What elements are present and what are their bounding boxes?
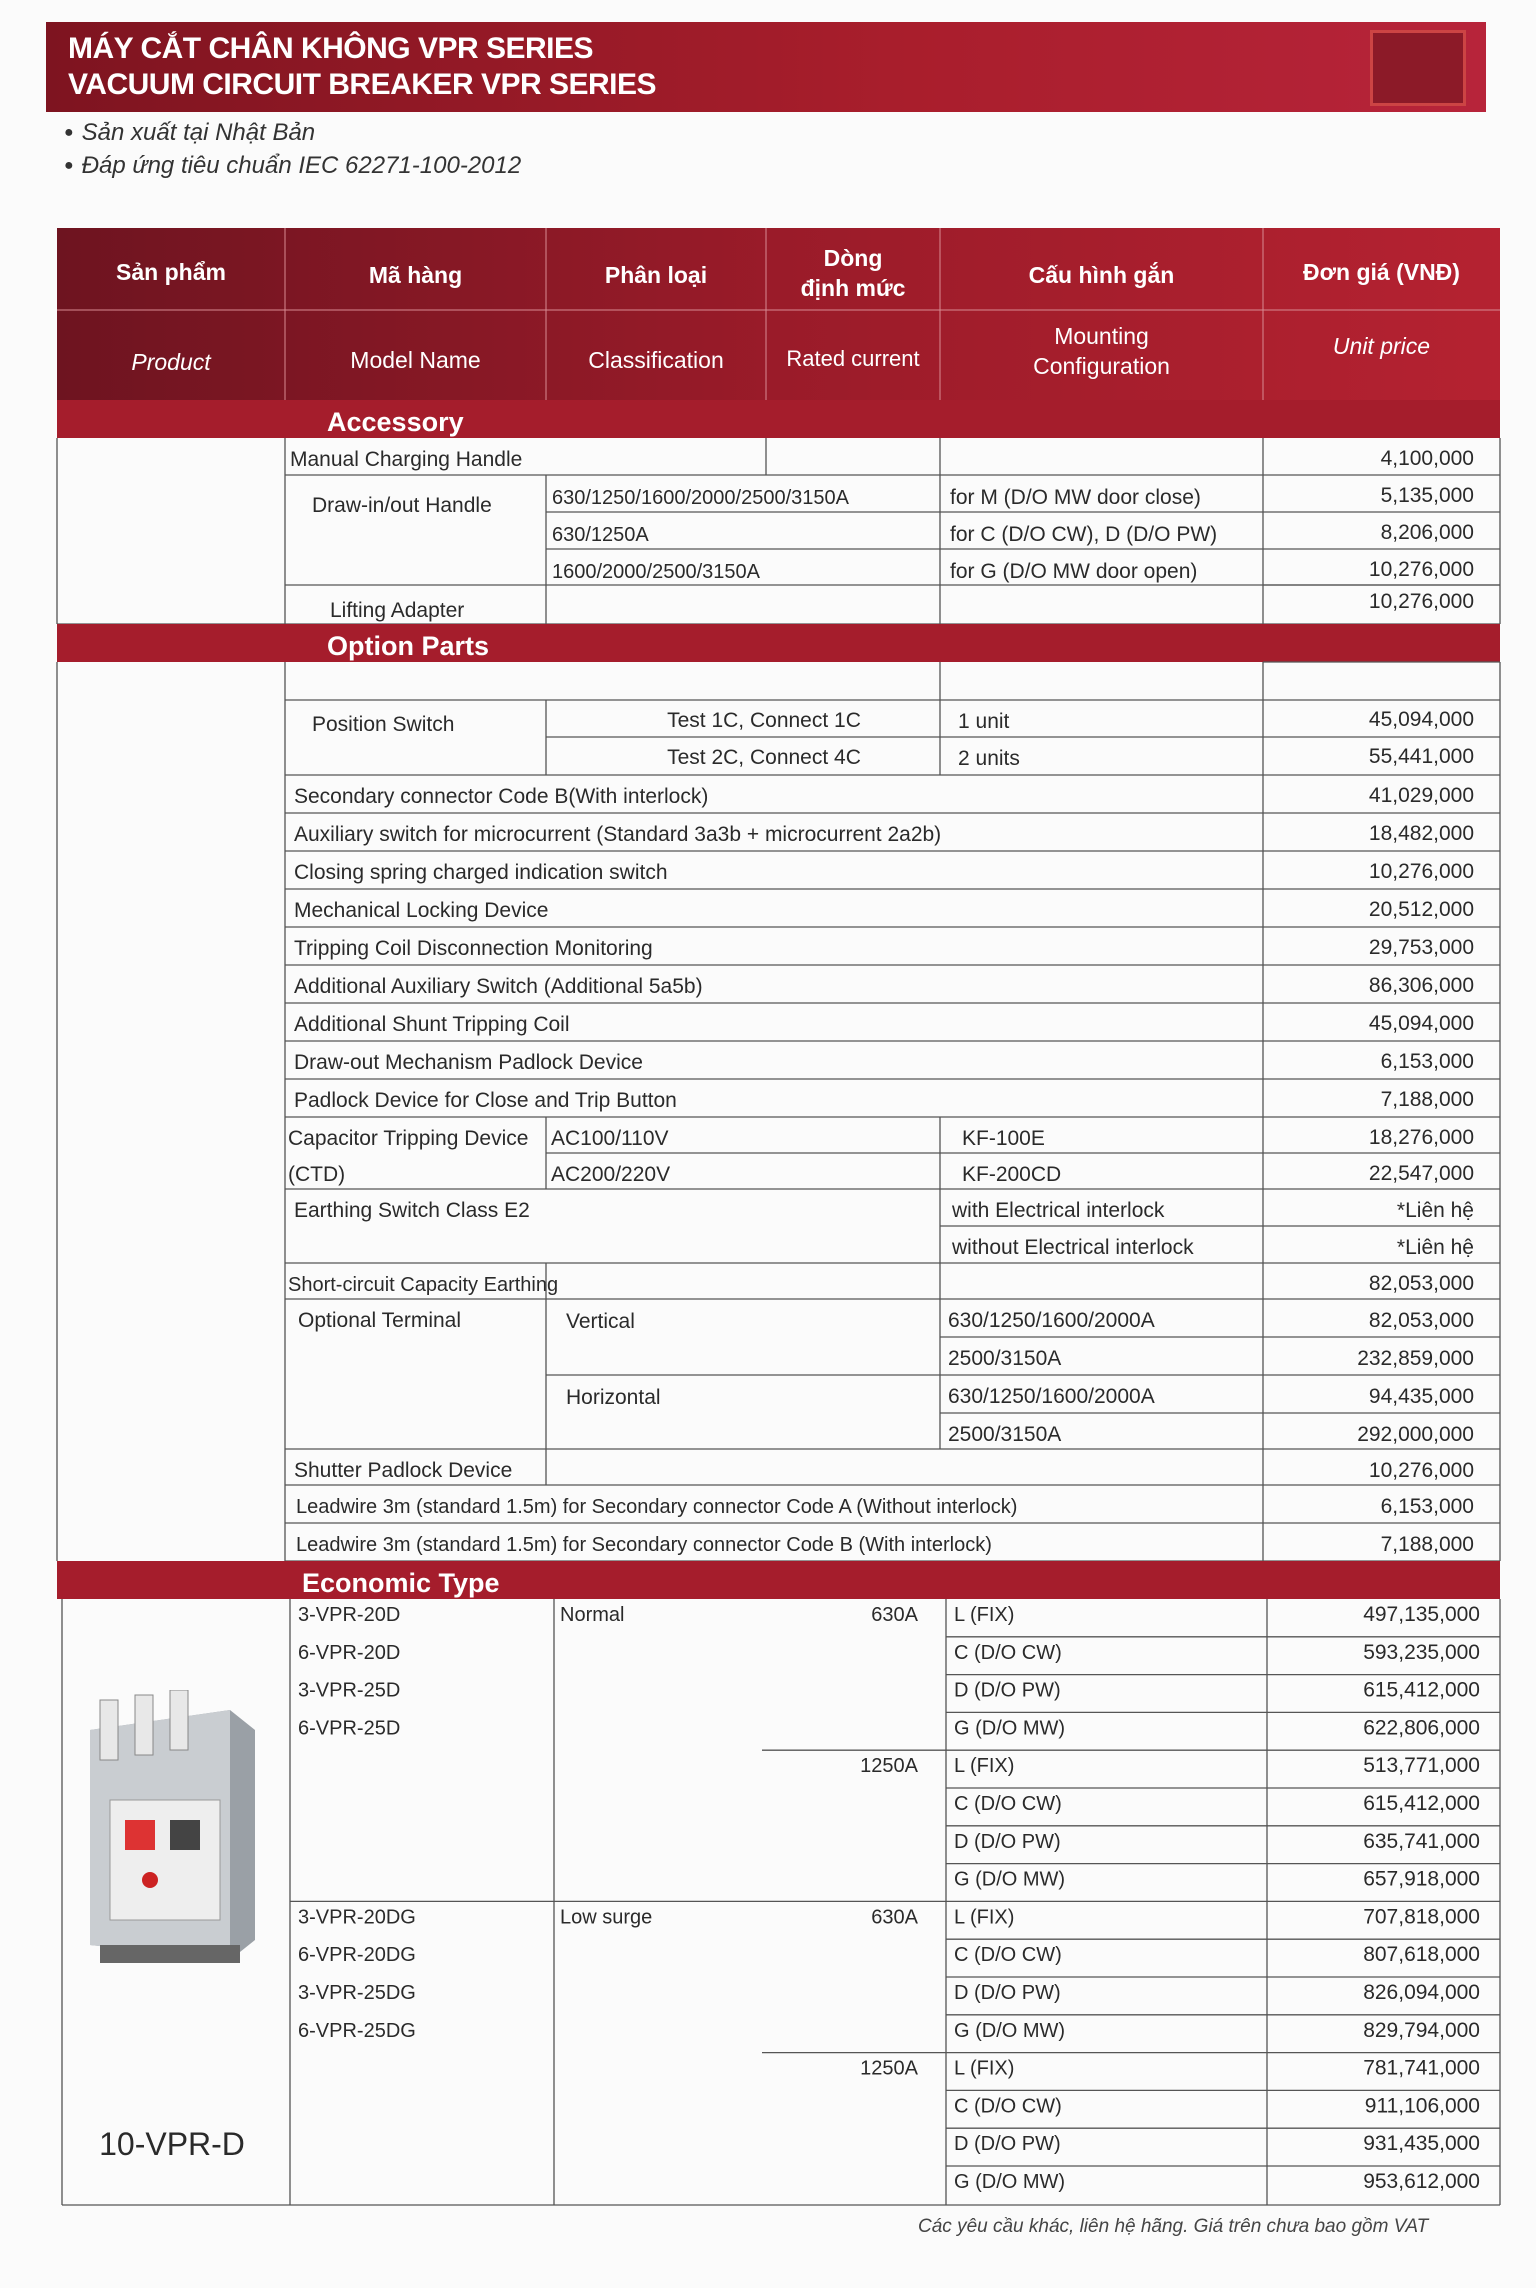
price-value: 707,818,000 bbox=[1363, 1905, 1480, 1929]
price-value: 513,771,000 bbox=[1363, 1754, 1480, 1778]
col-class-en: Classification bbox=[588, 347, 724, 373]
option-item: Mechanical Locking Device bbox=[294, 899, 549, 922]
price-value: 10,276,000 bbox=[1368, 558, 1474, 581]
price-value: 82,053,000 bbox=[1368, 1309, 1474, 1332]
accessory-drawin: Draw-in/out Handle bbox=[312, 494, 492, 517]
terminal-current: 630/1250/1600/2000A bbox=[948, 1385, 1155, 1408]
terminal-horizontal: Horizontal bbox=[566, 1386, 661, 1409]
model-name: 3-VPR-25DG bbox=[298, 1982, 416, 2004]
mount-config: C (D/O CW) bbox=[954, 2095, 1062, 2118]
price-value: 4,100,000 bbox=[1380, 447, 1474, 470]
model-name: 6-VPR-25D bbox=[298, 1717, 401, 1740]
col-mount-en-1: Mounting bbox=[1054, 323, 1149, 349]
model-name: 3-VPR-25D bbox=[298, 1679, 401, 1702]
terminal-vertical: Vertical bbox=[566, 1310, 635, 1333]
section-option-label: Option Parts bbox=[327, 631, 490, 661]
title-vi: MÁY CẮT CHÂN KHÔNG VPR SERIES bbox=[68, 32, 594, 65]
col-model-en: Model Name bbox=[350, 347, 481, 373]
rated-current: 1250A bbox=[860, 1755, 918, 1778]
col-class-vi: Phân loại bbox=[604, 262, 708, 288]
classification: Low surge bbox=[560, 1906, 653, 1929]
price-value: 953,612,000 bbox=[1363, 2170, 1480, 2193]
ctd-model: KF-200CD bbox=[962, 1163, 1062, 1186]
classification: Normal bbox=[560, 1604, 625, 1626]
drawin-mount: for M (D/O MW door close) bbox=[950, 486, 1201, 509]
product-name: 10-VPR-D bbox=[99, 2126, 245, 2162]
price-value: 18,482,000 bbox=[1368, 822, 1474, 845]
bullet-standard: ● Đáp ứng tiêu chuẩn IEC 62271-100-2012 bbox=[64, 151, 521, 184]
footer-note: Các yêu cầu khác, liên hệ hãng. Giá trên chưa bao gồm VAT bbox=[918, 2216, 1429, 2237]
mount-config: L (FIX) bbox=[954, 2057, 1015, 2080]
price-value: 292,000,000 bbox=[1357, 1423, 1474, 1446]
option-earthing: Earthing Switch Class E2 bbox=[294, 1199, 530, 1222]
mount-config: D (D/O PW) bbox=[954, 1982, 1061, 2004]
option-item: Additional Shunt Tripping Coil bbox=[294, 1013, 570, 1036]
option-position-switch: Position Switch bbox=[312, 713, 455, 736]
price-value: 807,618,000 bbox=[1363, 1943, 1480, 1967]
mount-config: G (D/O MW) bbox=[954, 2171, 1066, 2193]
price-value: 7,188,000 bbox=[1380, 1533, 1474, 1556]
price-value: 29,753,000 bbox=[1368, 936, 1474, 959]
price-value: 622,806,000 bbox=[1363, 1716, 1480, 1740]
model-name: 3-VPR-20D bbox=[298, 1604, 401, 1626]
option-item: Secondary connector Code B(With interlock) bbox=[294, 785, 709, 808]
mount-config: C (D/O CW) bbox=[954, 1641, 1062, 1664]
mount-config: D (D/O PW) bbox=[954, 1830, 1061, 1853]
terminal-current: 630/1250/1600/2000A bbox=[948, 1309, 1155, 1332]
drawin-mount: for G (D/O MW door open) bbox=[950, 560, 1198, 583]
price-value: 931,435,000 bbox=[1363, 2132, 1480, 2156]
drawin-class: 630/1250A bbox=[552, 524, 649, 546]
mount-config: C (D/O CW) bbox=[954, 1793, 1062, 1815]
price-value: 5,135,000 bbox=[1380, 484, 1474, 507]
option-terminal: Optional Terminal bbox=[298, 1309, 462, 1332]
bullet-origin: ● Sản xuất tại Nhật Bản bbox=[64, 118, 521, 151]
price-value: 82,053,000 bbox=[1368, 1272, 1474, 1295]
col-mount-vi: Cấu hình gắn bbox=[1028, 262, 1175, 288]
ctd-voltage: AC100/110V bbox=[551, 1127, 669, 1150]
accessory-lifting: Lifting Adapter bbox=[330, 599, 465, 622]
mount-config: L (FIX) bbox=[954, 1906, 1015, 1929]
price-value: 635,741,000 bbox=[1363, 1829, 1480, 1853]
price-value: 45,094,000 bbox=[1368, 708, 1474, 731]
price-value: 22,547,000 bbox=[1368, 1162, 1474, 1185]
price-value: 497,135,000 bbox=[1363, 1603, 1480, 1626]
price-value: 829,794,000 bbox=[1363, 2018, 1480, 2042]
section-option-bar bbox=[57, 624, 1500, 662]
mount-config: L (FIX) bbox=[954, 1755, 1015, 1778]
model-name: 6-VPR-25DG bbox=[298, 2019, 416, 2042]
model-name: 6-VPR-20DG bbox=[298, 1944, 416, 1967]
rated-current: 1250A bbox=[860, 2057, 918, 2080]
option-shutter: Shutter Padlock Device bbox=[294, 1459, 513, 1482]
price-value: 657,918,000 bbox=[1363, 1867, 1480, 1891]
terminal-current: 2500/3150A bbox=[948, 1423, 1062, 1446]
mount-config: D (D/O PW) bbox=[954, 2133, 1061, 2156]
circuit-breaker-illustration bbox=[80, 1690, 270, 1980]
col-model-vi: Mã hàng bbox=[368, 262, 463, 288]
price-value: 18,276,000 bbox=[1368, 1126, 1474, 1149]
section-accessory-label: Accessory bbox=[327, 407, 464, 437]
model-name: 6-VPR-20D bbox=[298, 1641, 401, 1664]
ctd-model: KF-100E bbox=[962, 1127, 1045, 1150]
price-value: 826,094,000 bbox=[1363, 1981, 1480, 2004]
position-switch-mount: 2 units bbox=[958, 747, 1020, 770]
option-short-circuit: Short-circuit Capacity Earthing bbox=[288, 1274, 559, 1296]
option-item: Tripping Coil Disconnection Monitoring bbox=[294, 937, 653, 960]
section-economic-label: Economic Type bbox=[302, 1568, 500, 1598]
col-rated-vi-2: định mức bbox=[800, 275, 906, 301]
price-value: 55,441,000 bbox=[1368, 745, 1474, 768]
option-ctd: Capacitor Tripping Device bbox=[288, 1127, 529, 1150]
position-switch-mount: 1 unit bbox=[958, 710, 1010, 733]
section-accessory-bar bbox=[57, 400, 1500, 438]
col-mount-en-2: Configuration bbox=[1033, 353, 1170, 379]
rated-current: 630A bbox=[871, 1604, 918, 1626]
mount-config: L (FIX) bbox=[954, 1604, 1015, 1626]
price-contact: *Liên hệ bbox=[1396, 1236, 1474, 1259]
option-item: Auxiliary switch for microcurrent (Standard 3a3b + microcurrent 2a2b) bbox=[294, 823, 942, 846]
price-value: 10,276,000 bbox=[1368, 590, 1474, 613]
drawin-mount: for C (D/O CW), D (D/O PW) bbox=[950, 523, 1218, 546]
price-value: 94,435,000 bbox=[1368, 1385, 1474, 1408]
price-value: 615,412,000 bbox=[1363, 1678, 1480, 1702]
col-product-vi: Sản phẩm bbox=[116, 259, 226, 285]
price-value: 10,276,000 bbox=[1368, 1459, 1474, 1482]
price-value: 45,094,000 bbox=[1368, 1012, 1474, 1035]
title-en: VACUUM CIRCUIT BREAKER VPR SERIES bbox=[68, 68, 656, 101]
earthing-mount: with Electrical interlock bbox=[952, 1199, 1165, 1222]
mount-config: G (D/O MW) bbox=[954, 1717, 1066, 1740]
terminal-current: 2500/3150A bbox=[948, 1347, 1062, 1370]
price-value: 7,188,000 bbox=[1380, 1088, 1474, 1111]
header-row-en bbox=[57, 310, 1500, 400]
option-leadwire: Leadwire 3m (standard 1.5m) for Secondary connector Code A (Without interlock) bbox=[296, 1496, 1018, 1518]
position-switch-class: Test 2C, Connect 4C bbox=[667, 746, 861, 769]
price-value: 6,153,000 bbox=[1380, 1050, 1474, 1073]
price-value: 232,859,000 bbox=[1357, 1347, 1474, 1370]
drawin-class: 1600/2000/2500/3150A bbox=[552, 561, 760, 583]
option-item: Closing spring charged indication switch bbox=[294, 861, 668, 884]
col-product-en: Product bbox=[131, 349, 211, 375]
accessory-manual-charging: Manual Charging Handle bbox=[290, 448, 523, 471]
price-value: 781,741,000 bbox=[1363, 2056, 1480, 2080]
price-value: 911,106,000 bbox=[1364, 2094, 1480, 2118]
drawin-class: 630/1250/1600/2000/2500/3150A bbox=[552, 487, 849, 509]
earthing-mount: without Electrical interlock bbox=[952, 1236, 1194, 1259]
header-row-vi bbox=[57, 228, 1500, 310]
position-switch-class: Test 1C, Connect 1C bbox=[667, 709, 861, 732]
col-price-en: Unit price bbox=[1332, 333, 1431, 359]
mount-config: C (D/O CW) bbox=[954, 1944, 1062, 1967]
price-contact: *Liên hệ bbox=[1396, 1199, 1474, 1222]
ctd-voltage: AC200/220V bbox=[551, 1163, 671, 1186]
price-value: 41,029,000 bbox=[1368, 784, 1474, 807]
rated-current: 630A bbox=[871, 1906, 918, 1929]
mount-config: G (D/O MW) bbox=[954, 2019, 1066, 2042]
price-value: 593,235,000 bbox=[1363, 1640, 1480, 1664]
col-price-vi: Đơn giá (VNĐ) bbox=[1303, 259, 1460, 285]
col-rated-vi-1: Dòng bbox=[823, 245, 883, 271]
price-value: 615,412,000 bbox=[1363, 1792, 1480, 1815]
price-value: 20,512,000 bbox=[1368, 898, 1474, 921]
mount-config: G (D/O MW) bbox=[954, 1868, 1066, 1891]
option-item: Padlock Device for Close and Trip Button bbox=[294, 1089, 677, 1112]
section-economic-bar bbox=[57, 1561, 1500, 1599]
price-value: 8,206,000 bbox=[1380, 521, 1474, 544]
price-value: 10,276,000 bbox=[1368, 860, 1474, 883]
option-item: Draw-out Mechanism Padlock Device bbox=[294, 1051, 643, 1074]
option-item: Additional Auxiliary Switch (Additional 5a5b) bbox=[294, 975, 703, 998]
model-name: 3-VPR-20DG bbox=[298, 1906, 416, 1929]
price-value: 6,153,000 bbox=[1380, 1495, 1474, 1518]
option-leadwire: Leadwire 3m (standard 1.5m) for Secondary connector Code B (With interlock) bbox=[296, 1534, 992, 1556]
mount-config: D (D/O PW) bbox=[954, 1679, 1061, 1702]
option-ctd-abbr: (CTD) bbox=[288, 1163, 346, 1186]
price-value: 86,306,000 bbox=[1368, 974, 1474, 997]
col-rated-en: Rated current bbox=[786, 346, 920, 371]
